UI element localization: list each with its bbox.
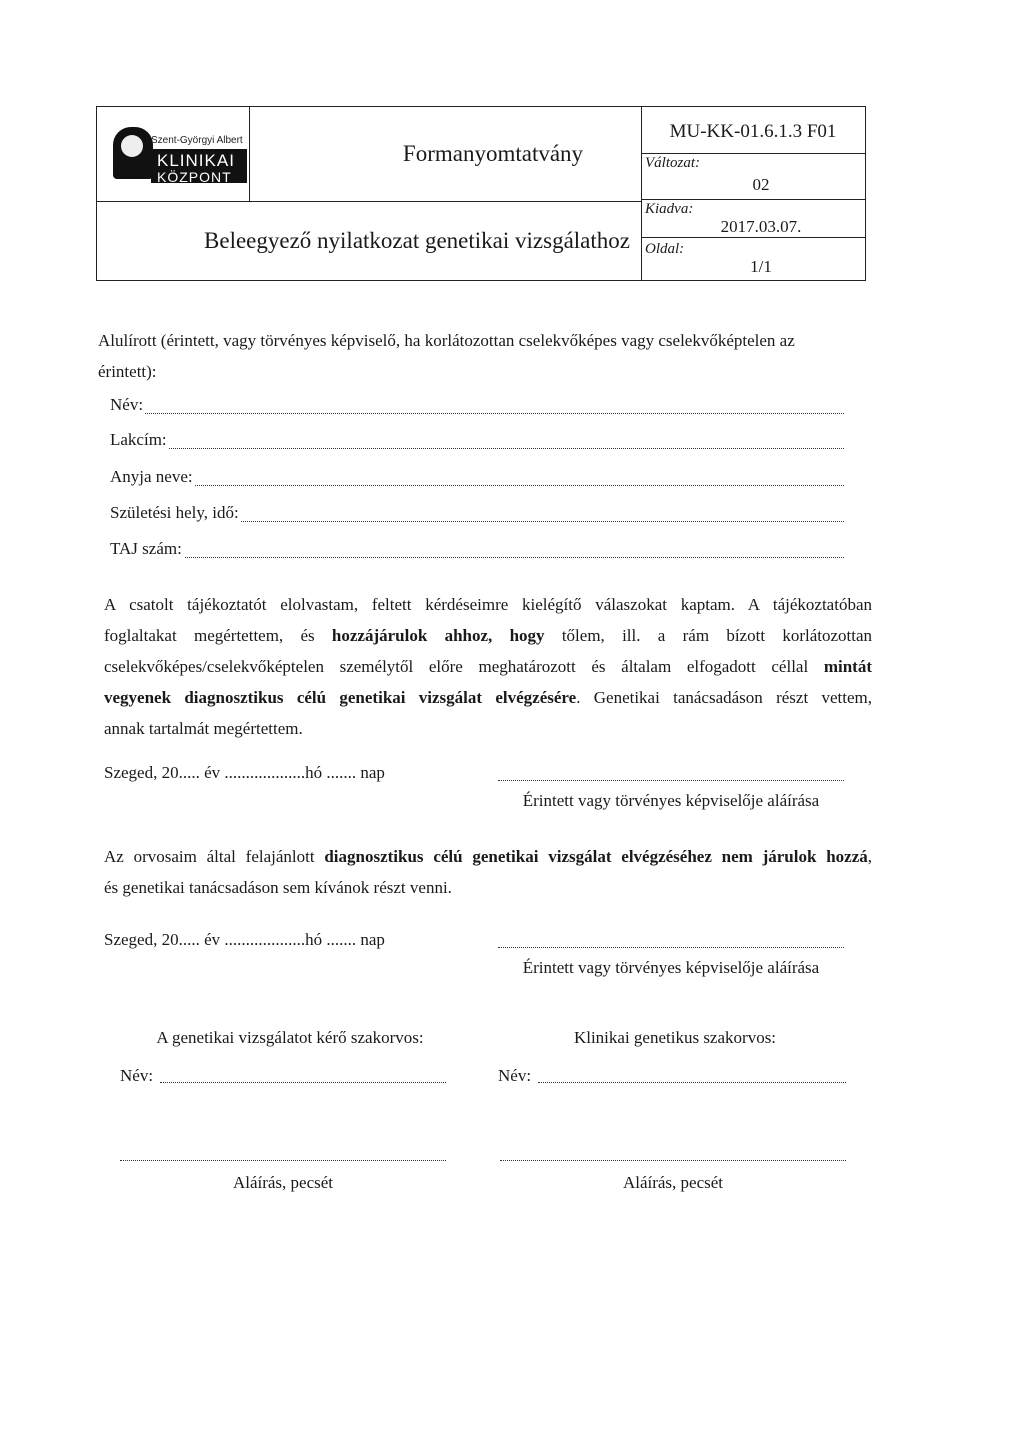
birth-place-date-field[interactable]: [110, 503, 844, 527]
taj-number-field[interactable]: [110, 539, 844, 563]
refusal-line1: Az orvosaim által felajánlott diagnosztikus célú genetikai vizsgálat elvégzéséhez nem járulok hozzá,: [104, 847, 872, 866]
portrait-face: [121, 135, 143, 157]
logo-top-text: Szent-Györgyi Albert: [151, 135, 243, 146]
refusal-paragraph: [104, 841, 872, 903]
mother-name-field[interactable]: [110, 467, 844, 491]
consent-line5: annak tartalmát megértettem.: [104, 719, 303, 738]
refusal-line2: és genetikai tanácsadáson sem kívánok részt venni.: [104, 878, 452, 897]
version-label: Változat:: [645, 155, 700, 171]
logo-line1: KLINIKAI: [157, 151, 235, 170]
requesting-doctor-name-label: Név:: [120, 1066, 154, 1085]
signature-caption-1: Érintett vagy törvényes képviselője aláírása: [522, 791, 820, 810]
genetics-doctor-signature-caption: Aláírás, pecsét: [622, 1173, 724, 1192]
genetics-doctor-signature-line[interactable]: [500, 1160, 846, 1161]
genetics-doctor-name-field[interactable]: [538, 1082, 846, 1083]
logo-line2: KÖZPONT: [157, 169, 232, 185]
intro-text: [98, 325, 878, 387]
name-label: Név:: [110, 395, 144, 414]
requesting-doctor-signature-caption: Aláírás, pecsét: [232, 1173, 334, 1192]
intro-line2: érintett):: [98, 362, 157, 381]
header-table: [96, 106, 866, 281]
mother-name-label: Anyja neve:: [110, 467, 193, 486]
document-code: MU-KK-01.6.1.3 F01: [669, 121, 837, 142]
page-label: Oldal:: [645, 241, 685, 257]
version-value: 02: [752, 175, 770, 194]
address-field[interactable]: [110, 430, 844, 454]
name-field[interactable]: [110, 395, 844, 419]
page-value: 1/1: [750, 257, 772, 276]
requesting-doctor-title: A genetikai vizsgálatot kérő szakorvos:: [156, 1028, 424, 1047]
date-line-2[interactable]: Szeged, 20..... év ...................hó ....... nap: [104, 930, 385, 949]
signature-caption-2: Érintett vagy törvényes képviselője aláírása: [522, 958, 820, 977]
address-label: Lakcím:: [110, 430, 167, 449]
intro-line1: Alulírott (érintett, vagy törvényes képviselő, ha korlátozottan cselekvőképes vagy cselekvőképtelen az: [98, 331, 795, 350]
consent-line3: cselekvőképes/cselekvőképtelen személytől előre meghatározott és általam elfogadott céllal mintát: [104, 657, 872, 676]
consent-line4: vegyenek diagnosztikus célú genetikai vizsgálat elvégzésére. Genetikai tanácsadáson részt vettem,: [104, 688, 872, 707]
birth-place-date-label: Születési hely, idő:: [110, 503, 239, 522]
consent-line1: A csatolt tájékoztatót elolvastam, feltett kérdéseimre kielégítő válaszokat kaptam. A tájékoztatóban: [104, 595, 872, 614]
genetics-doctor-title: Klinikai genetikus szakorvos:: [573, 1028, 777, 1047]
signature-line-2[interactable]: [498, 947, 844, 948]
form-type: Formanyomtatvány: [402, 141, 584, 166]
consent-line2: foglaltakat megértettem, és hozzájárulok ahhoz, hogy tőlem, ill. a rám bízott korlátozottan: [104, 626, 873, 645]
date-line-1[interactable]: Szeged, 20..... év ...................hó ....... nap: [104, 763, 385, 782]
genetics-doctor-name-label: Név:: [498, 1066, 532, 1085]
issued-label: Kiadva:: [645, 201, 694, 217]
taj-number-label: TAJ szám:: [110, 539, 182, 558]
requesting-doctor-signature-line[interactable]: [120, 1160, 446, 1161]
document-title: Beleegyező nyilatkozat genetikai vizsgálathoz: [204, 227, 630, 253]
signature-line-1[interactable]: [498, 780, 844, 781]
institution-logo: [99, 109, 249, 199]
requesting-doctor-name-field[interactable]: [160, 1082, 446, 1083]
consent-paragraph: [104, 589, 872, 744]
issued-value: 2017.03.07.: [720, 217, 802, 236]
